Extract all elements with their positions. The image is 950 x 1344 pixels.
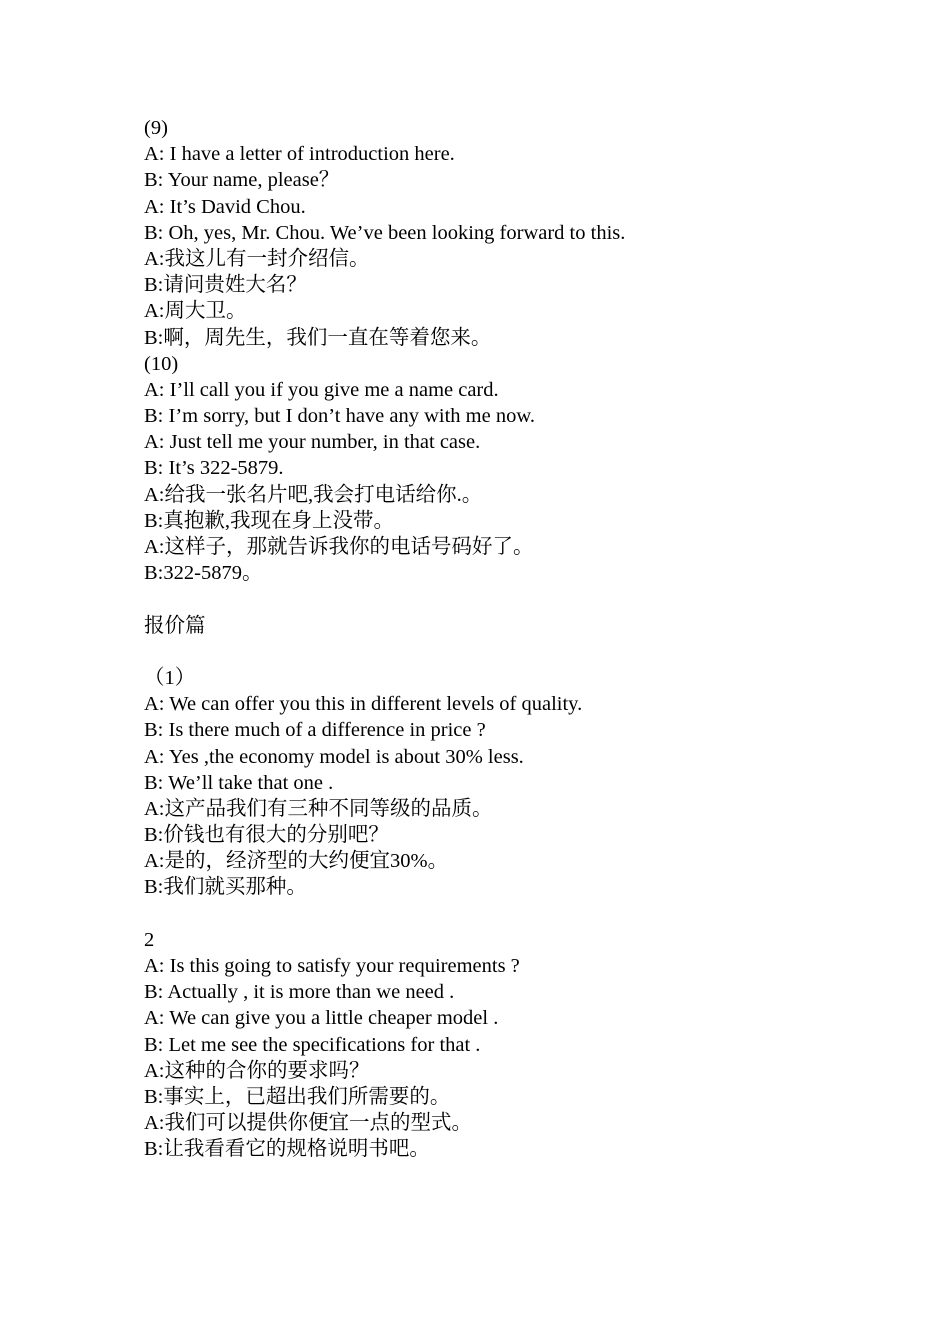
dialogue-line: A: We can give you a little cheaper model . — [144, 1007, 499, 1030]
blank-line — [144, 639, 844, 665]
dialogue-line: A: I have a letter of introduction here. — [144, 143, 455, 166]
dialogue-line: B:让我看看它的规格说明书吧。 — [144, 1138, 430, 1161]
dialogue-line: A:周大卫。 — [144, 300, 247, 323]
section-heading: （1） — [144, 666, 196, 689]
chapter-title: 报价篇 — [144, 614, 206, 637]
dialogue-line: B: Let me see the specifications for that . — [144, 1033, 481, 1056]
section-heading: 2 — [144, 928, 155, 951]
dialogue-line: A:我这儿有一封介绍信。 — [144, 247, 370, 270]
dialogue-line: A:这种的合你的要求吗？ — [144, 1059, 370, 1082]
dialogue-line: B: Is there much of a difference in price ? — [144, 719, 486, 742]
dialogue-line: A: Just tell me your number, in that case. — [144, 431, 481, 454]
dialogue-line: A: I’ll call you if you give me a name card. — [144, 378, 499, 401]
dialogue-line: B:322-5879。 — [144, 562, 263, 585]
dialogue-line: B: Actually , it is more than we need . — [144, 981, 455, 1004]
dialogue-line: B: Your name, please？ — [144, 169, 340, 192]
section-heading: (10) — [144, 352, 179, 375]
dialogue-line: A: Yes ,the economy model is about 30% less. — [144, 745, 524, 768]
dialogue-line: A:是的，经济型的大约便宜30%。 — [144, 850, 449, 873]
dialogue-line: A: Is this going to satisfy your requirements ? — [144, 955, 520, 977]
dialogue-line: B:请问贵姓大名？ — [144, 274, 307, 297]
dialogue-line: A:这产品我们有三种不同等级的品质。 — [144, 797, 493, 820]
dialogue-line: B: Oh, yes, Mr. Chou. We’ve been looking forward to this. — [144, 221, 626, 244]
dialogue-line: A:给我一张名片吧,我会打电话给你.。 — [144, 483, 483, 506]
dialogue-line: B: We’ll take that one . — [144, 771, 334, 794]
dialogue-line: A:我们可以提供你便宜一点的型式。 — [144, 1112, 472, 1135]
dialogue-line: B:事实上，已超出我们所需要的。 — [144, 1085, 451, 1108]
dialogue-line: B:真抱歉,我现在身上没带。 — [144, 509, 394, 532]
dialogue-line: A:这样子，那就告诉我你的电话号码好了。 — [144, 536, 534, 558]
document-body — [144, 115, 844, 1163]
dialogue-line: B: It’s 322-5879. — [144, 457, 284, 480]
dialogue-line: B: I’m sorry, but I don’t have any with me now. — [144, 405, 535, 428]
blank-line — [144, 901, 844, 927]
dialogue-line: B:我们就买那种。 — [144, 876, 307, 899]
dialogue-line: B:价钱也有很大的分别吧？ — [144, 824, 389, 847]
dialogue-line: A: It’s David Chou. — [144, 195, 306, 218]
blank-line — [144, 586, 844, 612]
dialogue-line: A: We can offer you this in different levels of quality. — [144, 693, 583, 716]
dialogue-line: B:啊，周先生，我们一直在等着您来。 — [144, 326, 492, 349]
section-heading: (9) — [144, 117, 168, 139]
